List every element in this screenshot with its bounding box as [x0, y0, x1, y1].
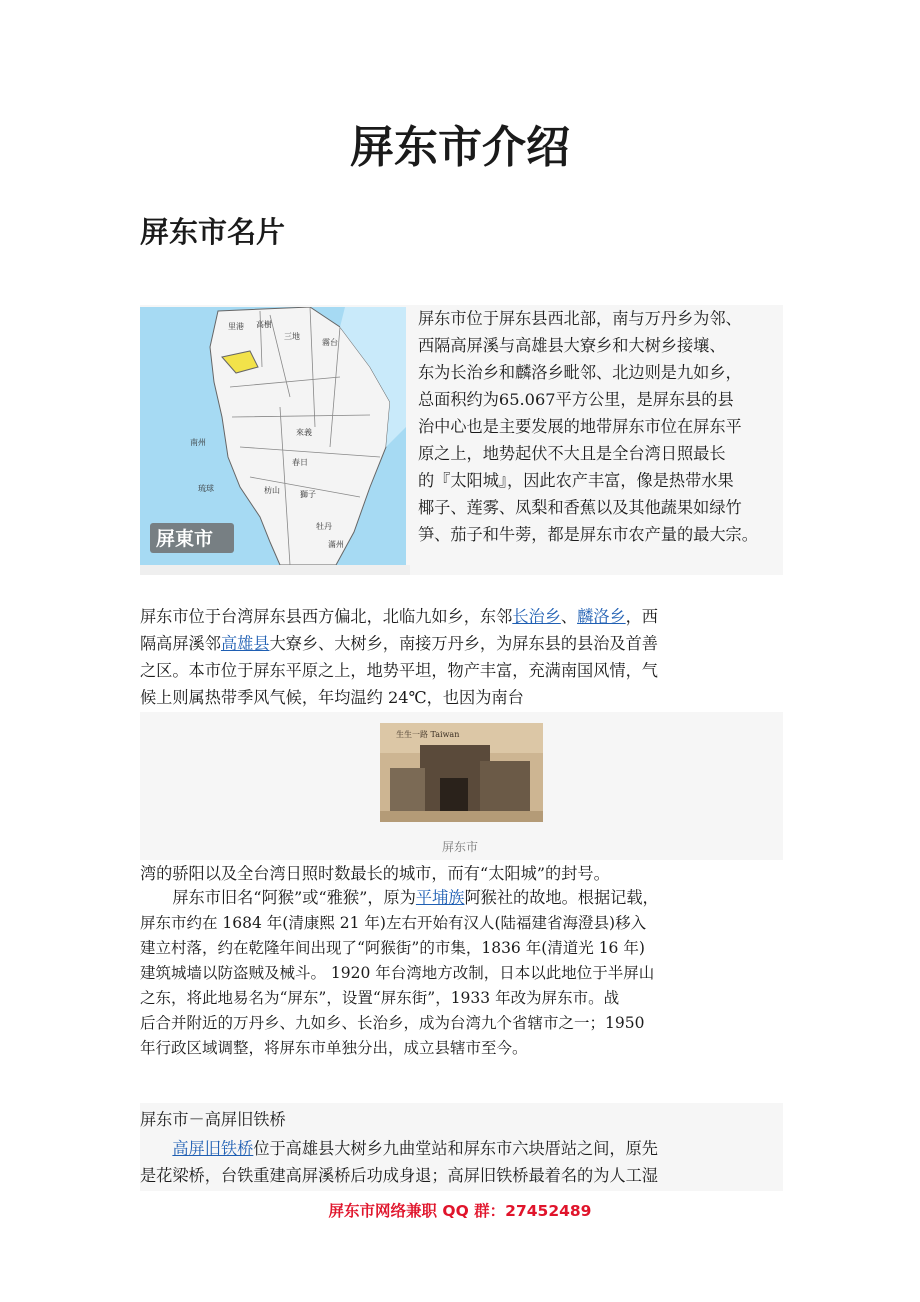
photo-drawing — [380, 723, 543, 822]
map-label-sandi: 三地 — [284, 332, 300, 341]
text-span: ，西 — [625, 607, 658, 626]
body-line: 是花梁桥，台铁重建高屏溪桥后功成身退；高屏旧铁桥最着名的为人工湿 — [140, 1166, 658, 1185]
photo-sign-text: 生生一路 Taiwan — [396, 730, 460, 739]
map-label-wutai: 霧台 — [322, 338, 338, 347]
photo-caption: 屏东市 — [441, 840, 478, 854]
intro-line: 总面积约为65.067平方公里，是屏东县的县 — [418, 390, 734, 409]
city-map — [140, 307, 406, 565]
body-line: 年行政区域调整，将屏东市单独分出，成立县辖市至今。 — [140, 1039, 528, 1057]
section-heading: 屏东市名片 — [140, 215, 286, 249]
text-span: 屏东市旧名“阿猴”或“雅猴”，原为 — [140, 888, 416, 907]
body-line — [140, 885, 659, 912]
body-line — [140, 631, 658, 658]
body-line — [140, 1136, 658, 1163]
body-line: 建筑城墙以防盗贼及械斗。 1920 年台湾地方改制，日本以此地位于半屏山 — [140, 964, 655, 982]
map-label-fangshan: 枋山 — [264, 486, 280, 495]
link-linluo[interactable]: 麟洛乡 — [577, 607, 626, 626]
historic-building-photo — [380, 723, 543, 822]
body-line: 建立村落，约在乾隆年间出现了“阿猴街”的市集，1836 年(清道光 16 年) — [140, 939, 645, 957]
body-line: 之东，将此地易名为“屏东”，设置“屏东街”，1933 年改为屏东市。战 — [140, 989, 620, 1007]
intro-line: 笋、茄子和牛蒡，都是屏东市农产量的最大宗。 — [418, 525, 758, 544]
text-span: 阿猴社的故地。根据记载， — [464, 888, 659, 907]
link-changzhi[interactable]: 长治乡 — [512, 607, 561, 626]
map-frame — [140, 565, 410, 575]
map-label-manzhou: 滿州 — [328, 540, 344, 549]
intro-line: 治中心也是主要发展的地带屏东市位在屏东平 — [418, 417, 742, 436]
intro-line: 东为长治乡和麟洛乡毗邻、北边则是九如乡， — [418, 363, 742, 382]
body-line: 屏东市约在 1684 年(清康熙 21 年)左右开始有汉人(陆福建省海澄县)移入 — [140, 914, 647, 932]
map-label-chunri: 春日 — [292, 458, 308, 467]
map-label-ligang: 里港 — [228, 322, 244, 331]
body-line: 之区。本市位于屏东平原之上，地势平坦，物产丰富，充满南国风情，气 — [140, 661, 658, 680]
page-title: 屏东市介绍 — [350, 122, 570, 173]
map-label-laiyi: 來義 — [296, 428, 312, 437]
intro-line: 西隔高屏溪与高雄县大寮乡和大树乡接壤、 — [418, 336, 726, 355]
body-line — [140, 604, 658, 631]
body-line: 湾的骄阳以及全台湾日照时数最长的城市，而有“太阳城”的封号。 — [140, 864, 610, 883]
text-span: 隔高屏溪邻 — [140, 634, 221, 653]
text-span: 大寮乡、大树乡，南接万丹乡，为屏东县的县治及首善 — [269, 634, 658, 653]
intro-line: 屏东市位于屏东县西北部，南与万丹乡为邻、 — [418, 309, 742, 328]
link-kaohsiung-county[interactable]: 高雄县 — [220, 634, 270, 653]
intro-line: 椰子、莲雾、凤梨和香蕉以及其他蔬果如绿竹 — [418, 498, 742, 517]
intro-line: 原之上，地势起伏不大且是全台湾日照最长 — [418, 444, 726, 463]
map-drawing — [140, 307, 406, 565]
link-old-iron-bridge[interactable]: 高屏旧铁桥 — [172, 1139, 254, 1158]
text-span: 屏东市位于台湾屏东县西方偏北，北临九如乡，东邻 — [140, 607, 513, 626]
text-span: 、 — [560, 607, 578, 626]
map-label-shizi: 獅子 — [300, 490, 316, 499]
section2-heading: 屏东市－高屏旧铁桥 — [140, 1110, 286, 1129]
map-label-gaoshu: 高樹 — [256, 320, 272, 329]
map-label-mudan: 牡丹 — [316, 522, 332, 531]
text-span: 位于高雄县大树乡九曲堂站和屏东市六块厝站之间，原先 — [253, 1139, 658, 1158]
footer-promo: 屏东市网络兼职 QQ 群：27452489 — [328, 1202, 592, 1220]
map-title-label: 屏東市 — [156, 528, 214, 550]
map-label-liuqiu: 琉球 — [198, 484, 214, 493]
text-span — [140, 1139, 172, 1158]
body-line: 候上则属热带季风气候，年均温约 24℃，也因为南台 — [140, 688, 524, 707]
map-label-nanzhou: 南州 — [190, 438, 206, 447]
link-pingpu[interactable]: 平埔族 — [415, 888, 465, 907]
intro-line: 的『太阳城』，因此农产丰富，像是热带水果 — [418, 471, 734, 490]
body-line: 后合并附近的万丹乡、九如乡、长治乡，成为台湾九个省辖市之一；1950 — [140, 1014, 645, 1032]
